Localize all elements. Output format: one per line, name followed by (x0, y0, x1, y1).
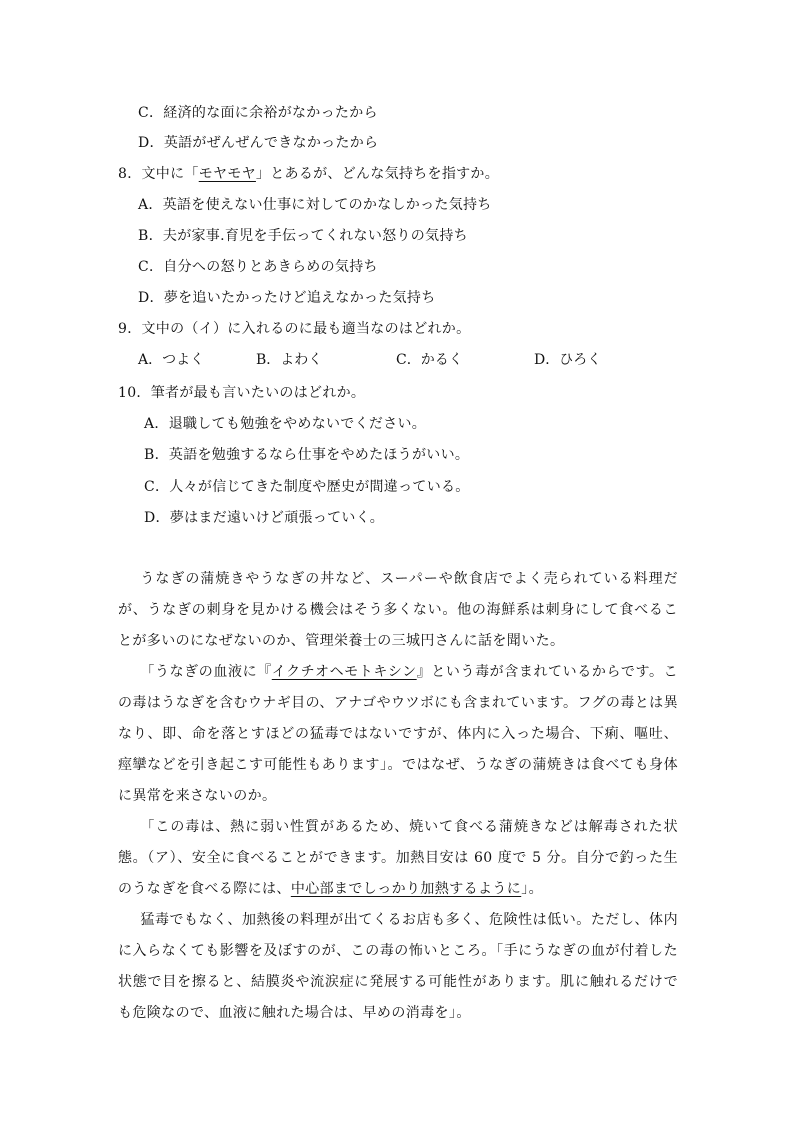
passage-paragraph-3 (118, 812, 678, 905)
q8-option-a: A．英語を使えない仕事に対してのかなしかった気持ち (138, 197, 492, 213)
p2-before: 「うなぎの血液に『 (140, 664, 272, 680)
q9-option-d: D．ひろく (534, 352, 602, 368)
q10-option-a: A．退職しても勉強をやめないでください。 (144, 416, 427, 432)
q9-option-b: B．よわく (256, 352, 323, 368)
q10-option-d: D．夢はまだ遠いけど頑張っていく。 (144, 510, 385, 526)
q8-stem (118, 164, 499, 184)
q7-option-d: D．英語がぜんぜんできなかったから (138, 135, 379, 151)
q10-option-b: B．英語を勉強するなら仕事をやめたほうがいい。 (144, 447, 470, 463)
p3-before: 「この毒は、熱に弱い性質があるため、焼いて食べる蒲焼きなどは解毒された状態。（ア）、安全に食べることができます。加熱目安は 60 度で 5 分。自分で釣った生のうなぎを食べる際には、 (118, 819, 678, 897)
q8-stem-after: 」とあるが、どんな気持ちを指すか。 (255, 166, 500, 182)
p2-after: 』という毒が含まれているからです。この毒はうなぎを含むウナギ目の、アナゴやウツボにも含まれています。フグの毒とは異なり、即、命を落とすほどの猛毒ではないですが、体内に入った場合、下痢、嘔吐、痙攣などを引き起こす可能性もあります」。ではなぜ、うなぎの蒲焼きは食べても身体に異常を来さないのか。 (118, 664, 678, 804)
passage-paragraph-1: うなぎの蒲焼きやうなぎの丼など、スーパーや飲食店でよく売られている料理だが、うなぎの刺身を見かける機会はそう多くない。他の海鮮系は刺身にして食べることが多いのになぜないのか、管理栄養士の三城円さんに話を聞いた。 (118, 571, 678, 649)
q8-underlined-term: モヤモヤ (198, 166, 256, 182)
passage-paragraph-2 (118, 657, 678, 812)
q9-option-c: C．かるく (396, 352, 463, 368)
q8-stem-before: 8．文中に「 (118, 166, 199, 182)
p2-underlined-term: イクチオヘモトキシン (271, 664, 417, 680)
passage-paragraph-4: 猛毒でもなく、加熱後の料理が出てくるお店も多く、危険性は低い。ただし、体内に入らなくても影響を及ぼすのが、この毒の怖いところ。「手にうなぎの血が付着した状態で目を擦ると、結膜炎や流涙症に発展する可能性があります。肌に触れるだけでも危険なので、血液に触れた場合は、早めの消毒を」。 (118, 912, 678, 1021)
q9-stem: 9．文中の（イ）に入れるのに最も適当なのはどれか。 (118, 321, 471, 337)
q8-option-c: C．自分への怒りとあきらめの気持ち (138, 259, 378, 275)
q8-option-b: B．夫が家事.育児を手伝ってくれない怒りの気持ち (138, 228, 468, 244)
p3-after: 」。 (521, 881, 544, 897)
q7-option-c: C．経済的な面に余裕がなかったから (138, 105, 378, 121)
reading-passage (118, 564, 678, 1029)
p3-underlined-phrase: 中心部までしっかり加熱するように (290, 881, 522, 897)
q9-option-a: A．つよく (138, 352, 205, 368)
q10-option-c: C．人々が信じてきた制度や歴史が間違っている。 (144, 479, 470, 495)
q10-stem: 10．筆者が最も言いたいのはどれか。 (118, 385, 366, 401)
q8-option-d: D．夢を追いたかったけど追えなかった気持ち (138, 290, 436, 306)
